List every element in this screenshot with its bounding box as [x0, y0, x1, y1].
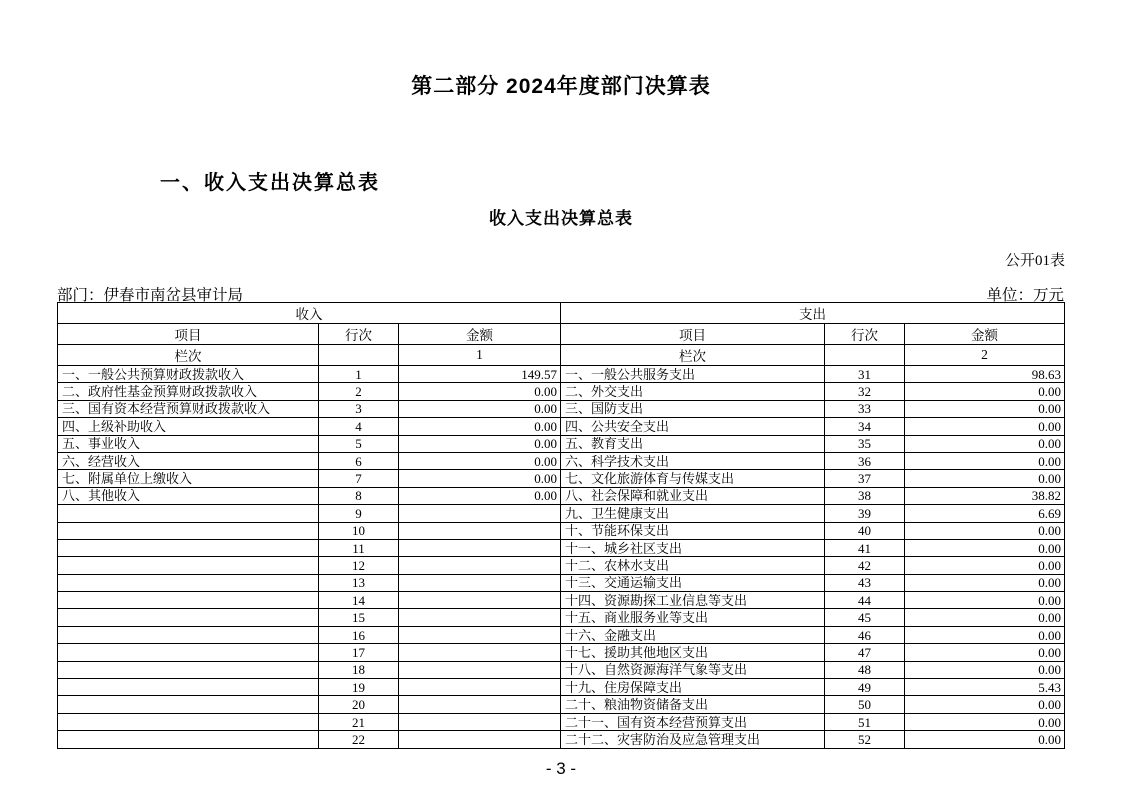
income-item-cell [58, 539, 319, 556]
income-line-cell: 1 [319, 366, 399, 383]
expense-line-cell: 46 [825, 626, 905, 643]
expense-item-cell: 二十二、灾害防治及应急管理支出 [561, 731, 825, 748]
income-item-cell [58, 644, 319, 661]
income-item-cell [58, 574, 319, 591]
expense-item-cell: 八、社会保障和就业支出 [561, 487, 825, 504]
income-line-cell: 5 [319, 435, 399, 452]
table-row [58, 470, 1065, 487]
table-row [58, 539, 1065, 556]
income-amount-cell [399, 679, 561, 696]
table-row [58, 435, 1065, 452]
table-row [58, 696, 1065, 713]
income-line-cell: 2 [319, 383, 399, 400]
table-row [58, 592, 1065, 609]
income-amount-cell [399, 626, 561, 643]
income-item-cell: 四、上级补助收入 [58, 418, 319, 435]
expense-item-cell: 十二、农林水支出 [561, 557, 825, 574]
expense-item-cell: 十一、城乡社区支出 [561, 539, 825, 556]
income-amount-cell [399, 557, 561, 574]
expense-amount-cell: 0.00 [905, 731, 1065, 748]
income-amount-cell: 0.00 [399, 470, 561, 487]
income-line-cell: 16 [319, 626, 399, 643]
income-amount-cell [399, 731, 561, 748]
income-item-cell [58, 713, 319, 730]
income-amount-cell [399, 592, 561, 609]
expense-line-header: 行次 [825, 324, 905, 345]
expense-item-cell: 十、节能环保支出 [561, 522, 825, 539]
group-header-row [58, 303, 1065, 324]
table-row [58, 679, 1065, 696]
income-line-cell: 22 [319, 731, 399, 748]
income-line-cell: 13 [319, 574, 399, 591]
expense-item-cell: 二十一、国有资本经营预算支出 [561, 713, 825, 730]
expense-amount-cell: 0.00 [905, 539, 1065, 556]
table-row [58, 626, 1065, 643]
income-item-cell: 三、国有资本经营预算财政拨款收入 [58, 400, 319, 417]
income-amount-cell [399, 696, 561, 713]
income-item-cell [58, 661, 319, 678]
table-row [58, 505, 1065, 522]
income-line-header: 行次 [319, 324, 399, 345]
income-line-cell: 15 [319, 609, 399, 626]
table-row [58, 609, 1065, 626]
expense-line-cell: 42 [825, 557, 905, 574]
income-line-cell: 14 [319, 592, 399, 609]
income-line-cell: 8 [319, 487, 399, 504]
expense-item-cell: 一、一般公共服务支出 [561, 366, 825, 383]
expense-amount-cell: 0.00 [905, 713, 1065, 730]
expense-amount-cell: 0.00 [905, 522, 1065, 539]
income-line-cell: 21 [319, 713, 399, 730]
income-item-cell [58, 557, 319, 574]
table-row [58, 661, 1065, 678]
income-amount-cell: 149.57 [399, 366, 561, 383]
expense-line-cell: 31 [825, 366, 905, 383]
expense-line-cell: 52 [825, 731, 905, 748]
income-lanci-label: 栏次 [58, 345, 319, 366]
expense-line-cell: 41 [825, 539, 905, 556]
income-item-cell: 五、事业收入 [58, 435, 319, 452]
expense-item-cell: 五、教育支出 [561, 435, 825, 452]
expense-item-cell: 十八、自然资源海洋气象等支出 [561, 661, 825, 678]
table-row [58, 366, 1065, 383]
income-amount-cell: 0.00 [399, 400, 561, 417]
expense-item-cell: 六、科学技术支出 [561, 452, 825, 469]
expense-item-cell: 四、公共安全支出 [561, 418, 825, 435]
income-item-cell [58, 522, 319, 539]
expense-line-cell: 50 [825, 696, 905, 713]
income-item-cell [58, 731, 319, 748]
table-code-label: 公开01表 [1004, 253, 1065, 269]
accounts-table [57, 302, 1065, 749]
table-row [58, 522, 1065, 539]
income-item-cell: 六、经营收入 [58, 452, 319, 469]
income-item-cell: 二、政府性基金预算财政拨款收入 [58, 383, 319, 400]
income-amount-cell: 0.00 [399, 383, 561, 400]
income-item-cell: 一、一般公共预算财政拨款收入 [58, 366, 319, 383]
income-line-cell: 11 [319, 539, 399, 556]
income-line-cell: 7 [319, 470, 399, 487]
income-line-cell: 6 [319, 452, 399, 469]
expense-amount-cell: 0.00 [905, 609, 1065, 626]
expense-item-cell: 二、外交支出 [561, 383, 825, 400]
expense-item-cell: 十四、资源勘探工业信息等支出 [561, 592, 825, 609]
expense-amount-cell: 0.00 [905, 452, 1065, 469]
income-line-cell: 4 [319, 418, 399, 435]
expense-item-cell: 九、卫生健康支出 [561, 505, 825, 522]
expense-amount-cell: 98.63 [905, 366, 1065, 383]
expense-amount-cell: 6.69 [905, 505, 1065, 522]
expense-lanci-empty-cell [825, 345, 905, 366]
expense-line-cell: 37 [825, 470, 905, 487]
table-row [58, 418, 1065, 435]
income-item-cell: 八、其他收入 [58, 487, 319, 504]
column-number-row [58, 345, 1065, 366]
expense-line-cell: 33 [825, 400, 905, 417]
income-line-cell: 10 [319, 522, 399, 539]
table-row [58, 713, 1065, 730]
expense-line-cell: 36 [825, 452, 905, 469]
income-lanci-empty-cell [319, 345, 399, 366]
expense-line-cell: 44 [825, 592, 905, 609]
income-line-cell: 17 [319, 644, 399, 661]
table-row [58, 557, 1065, 574]
expense-line-cell: 35 [825, 435, 905, 452]
expense-amount-cell: 0.00 [905, 400, 1065, 417]
expense-line-cell: 40 [825, 522, 905, 539]
expense-line-cell: 32 [825, 383, 905, 400]
table-row [58, 452, 1065, 469]
expense-line-cell: 38 [825, 487, 905, 504]
table-row [58, 574, 1065, 591]
table-title: 收入支出决算总表 [489, 209, 633, 228]
table-row [58, 400, 1065, 417]
expense-item-cell: 十三、交通运输支出 [561, 574, 825, 591]
income-item-cell [58, 592, 319, 609]
expense-amount-cell: 0.00 [905, 644, 1065, 661]
expense-item-cell: 二十、粮油物资储备支出 [561, 696, 825, 713]
expense-item-cell: 三、国防支出 [561, 400, 825, 417]
expense-amount-cell: 0.00 [905, 626, 1065, 643]
expense-amount-cell: 0.00 [905, 661, 1065, 678]
income-amount-cell [399, 539, 561, 556]
section-heading: 一、收入支出决算总表 [160, 172, 380, 194]
expense-amount-header: 金额 [905, 324, 1065, 345]
income-amount-cell [399, 713, 561, 730]
expense-lanci-label: 栏次 [561, 345, 825, 366]
document-title: 第二部分 2024年度部门决算表 [411, 75, 711, 98]
income-item-header: 项目 [58, 324, 319, 345]
income-line-cell: 19 [319, 679, 399, 696]
column-header-row [58, 324, 1065, 345]
expense-item-cell: 七、文化旅游体育与传媒支出 [561, 470, 825, 487]
unit-label: 单位：万元 [986, 287, 1064, 304]
income-line-cell: 9 [319, 505, 399, 522]
expense-amount-cell: 0.00 [905, 418, 1065, 435]
expense-item-cell: 十七、援助其他地区支出 [561, 644, 825, 661]
income-item-cell [58, 696, 319, 713]
table-row [58, 487, 1065, 504]
table-row [58, 731, 1065, 748]
income-amount-cell: 0.00 [399, 435, 561, 452]
income-group-header: 收入 [58, 303, 561, 324]
income-item-cell [58, 626, 319, 643]
expense-line-cell: 34 [825, 418, 905, 435]
income-item-cell [58, 679, 319, 696]
expense-line-cell: 49 [825, 679, 905, 696]
income-amount-cell: 0.00 [399, 418, 561, 435]
expense-item-cell: 十九、住房保障支出 [561, 679, 825, 696]
expense-line-cell: 47 [825, 644, 905, 661]
expense-line-cell: 39 [825, 505, 905, 522]
expense-amount-cell: 0.00 [905, 470, 1065, 487]
expense-amount-cell: 0.00 [905, 557, 1065, 574]
income-amount-cell: 0.00 [399, 452, 561, 469]
income-line-cell: 12 [319, 557, 399, 574]
expense-line-cell: 43 [825, 574, 905, 591]
income-amount-cell [399, 644, 561, 661]
income-amount-cell [399, 609, 561, 626]
expense-line-cell: 48 [825, 661, 905, 678]
expense-line-cell: 51 [825, 713, 905, 730]
expense-item-header: 项目 [561, 324, 825, 345]
expense-amount-cell: 0.00 [905, 696, 1065, 713]
expense-item-cell: 十六、金融支出 [561, 626, 825, 643]
income-amount-cell [399, 661, 561, 678]
income-amount-cell [399, 574, 561, 591]
expense-amount-cell: 38.82 [905, 487, 1065, 504]
table-body [58, 366, 1065, 749]
expense-amount-cell: 0.00 [905, 435, 1065, 452]
income-item-cell [58, 505, 319, 522]
expense-amount-cell: 0.00 [905, 592, 1065, 609]
income-amount-cell [399, 522, 561, 539]
income-line-cell: 18 [319, 661, 399, 678]
income-amount-cell: 0.00 [399, 487, 561, 504]
page-number: - 3 - [545, 759, 577, 778]
income-line-cell: 20 [319, 696, 399, 713]
income-amount-cell [399, 505, 561, 522]
income-amount-header: 金额 [399, 324, 561, 345]
income-item-cell [58, 609, 319, 626]
expense-amount-cell: 0.00 [905, 383, 1065, 400]
department-label: 部门：伊春市南岔县审计局 [57, 287, 244, 304]
income-item-cell: 七、附属单位上缴收入 [58, 470, 319, 487]
table-row [58, 644, 1065, 661]
expense-amount-cell: 0.00 [905, 574, 1065, 591]
income-column-number: 1 [399, 345, 561, 366]
expense-group-header: 支出 [561, 303, 1065, 324]
expense-amount-cell: 5.43 [905, 679, 1065, 696]
expense-item-cell: 十五、商业服务业等支出 [561, 609, 825, 626]
table-row [58, 383, 1065, 400]
expense-column-number: 2 [905, 345, 1065, 366]
expense-line-cell: 45 [825, 609, 905, 626]
income-line-cell: 3 [319, 400, 399, 417]
